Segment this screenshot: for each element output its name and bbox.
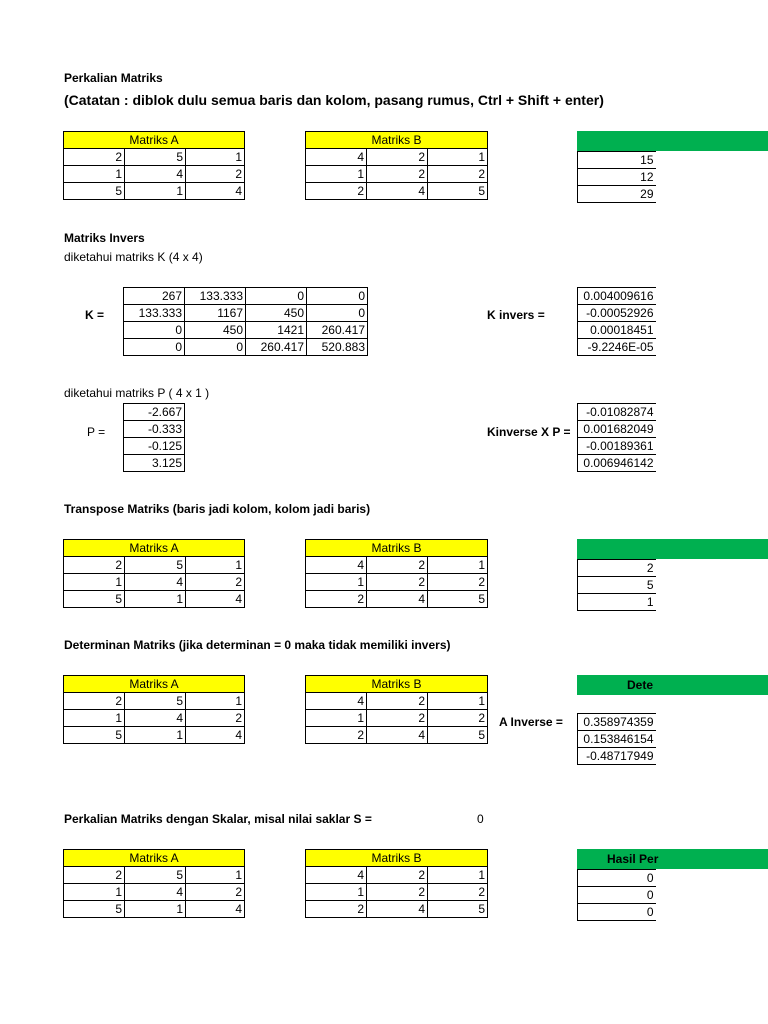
scalar-result-header-label: Hasil Per <box>607 852 659 866</box>
cell[interactable]: 1 <box>428 693 488 710</box>
cell[interactable]: 4 <box>306 557 367 574</box>
kp-table <box>577 403 656 472</box>
cell[interactable]: 2 <box>367 867 428 884</box>
cell[interactable]: 1 <box>306 166 367 183</box>
matrix-a-header: Matriks A <box>64 540 245 557</box>
cell[interactable]: 0.00018451 <box>578 322 656 339</box>
cell[interactable]: 1 <box>186 867 245 884</box>
matrix-b-table-1 <box>305 131 488 200</box>
matrix-a-table-5 <box>63 849 245 918</box>
determinant-header <box>577 675 768 695</box>
result-header-band <box>577 131 768 151</box>
note-text: (Catatan : diblok dulu semua baris dan kolom, pasang rumus, Ctrl + Shift + enter) <box>64 92 604 108</box>
cell[interactable]: 1 <box>64 884 125 901</box>
cell[interactable]: 2 <box>428 574 488 591</box>
cell[interactable]: 1 <box>64 574 125 591</box>
cell[interactable]: 2 <box>306 901 367 918</box>
result-table-3 <box>577 559 656 611</box>
cell[interactable]: 1 <box>428 867 488 884</box>
cell[interactable]: 5 <box>125 693 186 710</box>
cell[interactable]: 4 <box>367 591 428 608</box>
cell[interactable]: 4 <box>186 727 245 744</box>
cell[interactable]: 4 <box>186 901 245 918</box>
cell[interactable]: 2 <box>367 574 428 591</box>
cell[interactable]: 4 <box>125 166 186 183</box>
cell[interactable]: 0 <box>124 322 185 339</box>
matrix-b-table-3 <box>305 539 488 608</box>
cell[interactable]: 2 <box>64 557 125 574</box>
matrix-b-header: Matriks B <box>306 850 488 867</box>
a-inverse-table <box>577 713 656 765</box>
cell[interactable]: 2 <box>186 166 245 183</box>
cell[interactable]: 0.358974359 <box>578 714 656 731</box>
kp-label: Kinverse X P = <box>487 425 571 439</box>
cell[interactable]: -0.125 <box>124 438 185 455</box>
cell[interactable]: 260.417 <box>246 339 307 356</box>
cell[interactable]: 2 <box>367 693 428 710</box>
k-label: K = <box>85 308 105 322</box>
cell[interactable]: 5 <box>428 727 488 744</box>
scalar-result-header <box>577 849 768 869</box>
cell[interactable]: 0 <box>578 887 656 904</box>
section-title-scalar: Perkalian Matriks dengan Skalar, misal nilai saklar S = <box>64 812 372 826</box>
cell[interactable]: 2 <box>186 884 245 901</box>
cell[interactable]: 1 <box>428 557 488 574</box>
a-inverse-label: A Inverse = <box>499 715 563 729</box>
cell[interactable]: -0.00189361 <box>578 438 656 455</box>
cell[interactable]: 2 <box>367 557 428 574</box>
cell[interactable]: 2 <box>306 727 367 744</box>
scalar-value[interactable]: 0 <box>477 812 484 826</box>
cell[interactable]: 4 <box>125 574 186 591</box>
cell[interactable]: 0 <box>578 904 656 921</box>
cell[interactable]: 0 <box>307 305 368 322</box>
cell[interactable]: 260.417 <box>307 322 368 339</box>
cell[interactable]: 2 <box>64 867 125 884</box>
section-title-transpose: Transpose Matriks (baris jadi kolom, kolom jadi baris) <box>64 502 371 516</box>
cell[interactable]: 0.006946142 <box>578 455 656 472</box>
result-header-band <box>577 539 768 559</box>
cell[interactable]: 5 <box>125 867 186 884</box>
section-title-determinant: Determinan Matriks (jika determinan = 0 maka tidak memiliki invers) <box>64 638 451 652</box>
cell[interactable]: 2 <box>428 166 488 183</box>
scalar-result-table <box>577 869 656 921</box>
cell[interactable]: 1 <box>306 710 367 727</box>
cell[interactable]: 2 <box>428 710 488 727</box>
cell[interactable]: 4 <box>186 183 245 200</box>
cell[interactable]: 5 <box>578 577 656 594</box>
cell[interactable]: 1 <box>428 149 488 166</box>
cell[interactable]: 4 <box>186 591 245 608</box>
kinv-table <box>577 287 656 356</box>
cell[interactable]: 5 <box>428 901 488 918</box>
cell[interactable]: 12 <box>578 169 656 186</box>
cell[interactable]: 5 <box>428 183 488 200</box>
cell[interactable]: -0.01082874 <box>578 404 656 421</box>
matrix-a-header: Matriks A <box>64 132 245 149</box>
cell[interactable]: 15 <box>578 152 656 169</box>
cell[interactable]: 2 <box>306 591 367 608</box>
cell[interactable]: 5 <box>64 183 125 200</box>
cell[interactable]: 1 <box>186 149 245 166</box>
cell[interactable]: 0 <box>124 339 185 356</box>
matrix-b-header: Matriks B <box>306 540 488 557</box>
matrix-b-header: Matriks B <box>306 676 488 693</box>
cell[interactable]: 0.004009616 <box>578 288 656 305</box>
cell[interactable]: 0 <box>185 339 246 356</box>
cell[interactable]: 1 <box>306 884 367 901</box>
cell[interactable]: 5 <box>64 591 125 608</box>
cell[interactable]: 133.333 <box>185 288 246 305</box>
cell[interactable]: 1 <box>186 557 245 574</box>
subtitle-k: diketahui matriks K (4 x 4) <box>64 250 203 264</box>
cell[interactable]: 267 <box>124 288 185 305</box>
cell[interactable]: 0 <box>246 288 307 305</box>
kinv-label: K invers = <box>487 308 545 322</box>
cell[interactable]: -2.667 <box>124 404 185 421</box>
matrix-a-table-3 <box>63 539 245 608</box>
cell[interactable]: 4 <box>306 867 367 884</box>
cell[interactable]: 2 <box>428 884 488 901</box>
cell[interactable]: 5 <box>64 901 125 918</box>
cell[interactable]: 2 <box>578 560 656 577</box>
cell[interactable]: 1 <box>578 594 656 611</box>
cell[interactable]: 2 <box>367 884 428 901</box>
cell[interactable]: -9.2246E-05 <box>578 339 656 356</box>
cell[interactable]: 0 <box>578 870 656 887</box>
cell[interactable]: 2 <box>64 693 125 710</box>
matrix-a-header: Matriks A <box>64 850 245 867</box>
cell[interactable]: 2 <box>367 149 428 166</box>
cell[interactable]: 5 <box>125 149 186 166</box>
cell[interactable]: 0.153846154 <box>578 731 656 748</box>
cell[interactable]: 1 <box>125 901 186 918</box>
subtitle-p: diketahui matriks P ( 4 x 1 ) <box>64 386 210 400</box>
determinant-header-label: Dete <box>627 678 654 692</box>
cell[interactable]: 133.333 <box>124 305 185 322</box>
cell[interactable]: 1 <box>125 183 186 200</box>
matrix-k-table <box>123 287 368 356</box>
p-label: P = <box>87 425 106 439</box>
matrix-a-table-1 <box>63 131 245 200</box>
cell[interactable]: 1 <box>64 166 125 183</box>
matrix-p-table <box>123 403 185 472</box>
cell[interactable]: 1421 <box>246 322 307 339</box>
cell[interactable]: 450 <box>246 305 307 322</box>
cell[interactable]: 1 <box>125 591 186 608</box>
cell[interactable]: 0 <box>307 288 368 305</box>
cell[interactable]: 4 <box>306 693 367 710</box>
cell[interactable]: 5 <box>64 727 125 744</box>
section-title-inverse: Matriks Invers <box>64 231 145 245</box>
matrix-a-header: Matriks A <box>64 676 245 693</box>
matrix-b-header: Matriks B <box>306 132 488 149</box>
cell[interactable]: 2 <box>64 149 125 166</box>
section-title-multiplication: Perkalian Matriks <box>64 71 163 85</box>
cell[interactable]: 3.125 <box>124 455 185 472</box>
cell[interactable]: 2 <box>367 166 428 183</box>
cell[interactable]: 2 <box>306 183 367 200</box>
cell[interactable]: 4 <box>125 884 186 901</box>
cell[interactable]: 0.001682049 <box>578 421 656 438</box>
cell[interactable]: 4 <box>367 901 428 918</box>
cell[interactable]: 1 <box>125 727 186 744</box>
cell[interactable]: 520.883 <box>307 339 368 356</box>
matrix-a-table-4 <box>63 675 245 744</box>
cell[interactable]: 2 <box>367 710 428 727</box>
matrix-b-table-5 <box>305 849 488 918</box>
cell[interactable]: 4 <box>367 183 428 200</box>
cell[interactable]: 2 <box>186 710 245 727</box>
cell[interactable]: 5 <box>125 557 186 574</box>
cell[interactable]: 450 <box>185 322 246 339</box>
cell[interactable]: 4 <box>367 727 428 744</box>
cell[interactable]: -0.48717949 <box>578 748 656 765</box>
cell[interactable]: 1 <box>306 574 367 591</box>
cell[interactable]: 4 <box>125 710 186 727</box>
cell[interactable]: 1 <box>64 710 125 727</box>
cell[interactable]: 4 <box>306 149 367 166</box>
cell[interactable]: 1167 <box>185 305 246 322</box>
matrix-b-table-4 <box>305 675 488 744</box>
cell[interactable]: -0.00052926 <box>578 305 656 322</box>
cell[interactable]: 2 <box>186 574 245 591</box>
cell[interactable]: 1 <box>186 693 245 710</box>
cell[interactable]: 5 <box>428 591 488 608</box>
cell[interactable]: -0.333 <box>124 421 185 438</box>
cell[interactable]: 29 <box>578 186 656 203</box>
result-table-1 <box>577 151 656 203</box>
